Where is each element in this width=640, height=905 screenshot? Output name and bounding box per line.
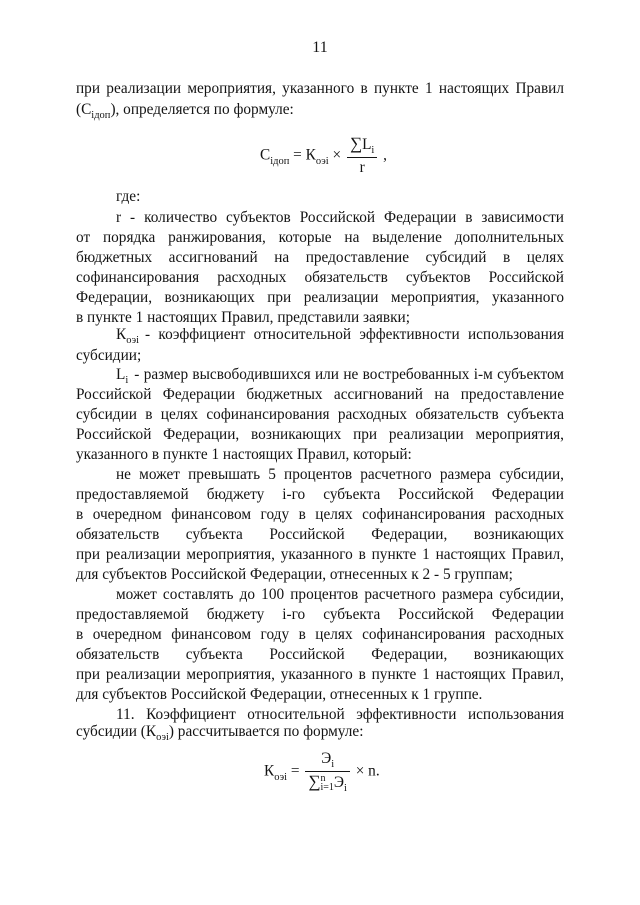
f1-times: × bbox=[332, 146, 342, 164]
formula-k-oei bbox=[264, 750, 380, 794]
f1-lhs: С bbox=[260, 146, 271, 164]
f2-eq: = bbox=[290, 762, 300, 780]
k-def-sub: оэi bbox=[126, 335, 140, 346]
where-label: где: bbox=[116, 188, 141, 205]
item11-sub: оэi bbox=[156, 732, 169, 743]
l-def-symbol-wrap bbox=[116, 365, 128, 387]
l-def-text: - размер высвободившихся или не востребованных i-м субъектом bbox=[134, 366, 564, 383]
f2-sum-limits bbox=[320, 774, 333, 792]
l-def-symbol: L bbox=[116, 366, 126, 383]
cond2-line3: в очередном финансовом году в целях софинансирования расходных bbox=[76, 626, 564, 643]
k-def-text: - коэффициент относительной эффективности использования bbox=[145, 326, 564, 343]
f2-tail: × n. bbox=[355, 762, 380, 780]
f2-lhs-sub: оэi bbox=[274, 771, 288, 783]
cond2-line5: при реализации мероприятия, указанного в пункте 1 настоящих Правил, bbox=[76, 666, 564, 683]
f2-den-sup: n bbox=[320, 773, 326, 785]
cond2-line1: может составлять до 100 процентов расчетного размера субсидии, bbox=[116, 586, 564, 603]
cond2-line4: обязательств субъекта Российской Федерации, возникающих bbox=[76, 646, 564, 663]
k-def-line1 bbox=[116, 325, 564, 347]
para1-open: (С bbox=[76, 101, 92, 118]
f1-trail: , bbox=[383, 146, 387, 164]
f2-fraction bbox=[305, 750, 350, 794]
l-def-line3: субсидии в целях софинансирования расходных обязательств субъекта bbox=[76, 406, 564, 423]
cond1-line3: в очередном финансовом году в целях софинансирования расходных bbox=[76, 506, 564, 523]
page-number: 11 bbox=[312, 39, 328, 56]
k-def-symbol-wrap bbox=[116, 325, 139, 347]
formula-c-idop bbox=[260, 135, 387, 177]
cond1-line6: для субъектов Российской Федерации, отнесенных к 2 - 5 группам; bbox=[76, 566, 513, 583]
l-def-sub: i bbox=[125, 375, 129, 386]
cond2-line2: предоставляемой бюджету i-го субъекта Российской Федерации bbox=[76, 606, 564, 623]
r-def-line4: софинансирования расходных обязательств субъектов Российской bbox=[76, 269, 564, 286]
cond1-line1: не может превышать 5 процентов расчетного размера субсидии, bbox=[116, 466, 564, 483]
l-def-line5: указанного в пункте 1 настоящих Правил, который: bbox=[76, 446, 412, 463]
f1-num-var: L bbox=[362, 136, 372, 153]
l-def-line1 bbox=[116, 365, 564, 387]
r-def-line2: от порядка ранжирования, которые на выделение дополнительных bbox=[76, 229, 564, 246]
para1-line2 bbox=[76, 100, 564, 122]
l-def-line2: Российской Федерации бюджетных ассигнований на предоставление bbox=[76, 386, 564, 403]
item11-open: субсидии (К bbox=[76, 723, 157, 740]
f2-sum-symbol: ∑ bbox=[308, 772, 321, 791]
f1-k-sub: оэi bbox=[315, 155, 329, 167]
f2-lhs: К bbox=[264, 762, 275, 780]
r-def-line3: бюджетных ассигнований на предоставление субсидий в целях bbox=[76, 249, 564, 266]
f2-den-sub: i=1 bbox=[320, 782, 334, 794]
para1-sub: iдоп bbox=[91, 110, 111, 121]
k-def-symbol: К bbox=[116, 326, 127, 343]
r-def-line1: r - количество субъектов Российской Федерации в зависимости bbox=[116, 209, 564, 226]
f1-num-sub: i bbox=[371, 145, 375, 156]
f1-eq: = К bbox=[293, 146, 316, 164]
cond1-line5: при реализации мероприятия, указанного в пункте 1 настоящих Правил, bbox=[76, 546, 564, 563]
f1-fraction bbox=[347, 135, 377, 177]
para1-line1: при реализации мероприятия, указанного в пункте 1 настоящих Правил bbox=[76, 80, 564, 97]
cond1-line4: обязательств субъекта Российской Федерации, возникающих bbox=[76, 526, 564, 543]
f1-lhs-sub: iдоп bbox=[270, 155, 290, 167]
f2-den-var: Э bbox=[333, 774, 344, 791]
cond1-line2: предоставляемой бюджету i-го субъекта Российской Федерации bbox=[76, 486, 564, 503]
k-def-line2: субсидии; bbox=[76, 347, 142, 364]
r-def-line6: в пункте 1 настоящих Правил, представили заявки; bbox=[76, 309, 410, 326]
f2-num-sub: i bbox=[331, 759, 335, 770]
r-def-line5: Федерации, возникающих при реализации мероприятия, указанного bbox=[76, 289, 564, 306]
f2-denominator bbox=[305, 772, 350, 794]
item11-rest: ) рассчитывается по формуле: bbox=[168, 723, 364, 740]
f2-numerator bbox=[305, 750, 350, 772]
item11-line2 bbox=[76, 722, 564, 744]
f2-den-var-sub: i bbox=[343, 783, 347, 794]
item11-line1: 11. Коэффициент относительной эффективности использования bbox=[116, 706, 564, 723]
para1-rest: ), определяется по формуле: bbox=[110, 101, 294, 118]
l-def-line4: Российской Федерации, возникающих при реализации мероприятия, bbox=[76, 426, 564, 443]
f1-numerator bbox=[347, 135, 377, 158]
f1-sum-symbol: ∑ bbox=[349, 134, 363, 153]
f2-num: Э bbox=[321, 750, 332, 767]
f1-denominator: r bbox=[359, 159, 365, 176]
cond2-line6: для субъектов Российской Федерации, отнесенных к 1 группе. bbox=[76, 686, 483, 703]
